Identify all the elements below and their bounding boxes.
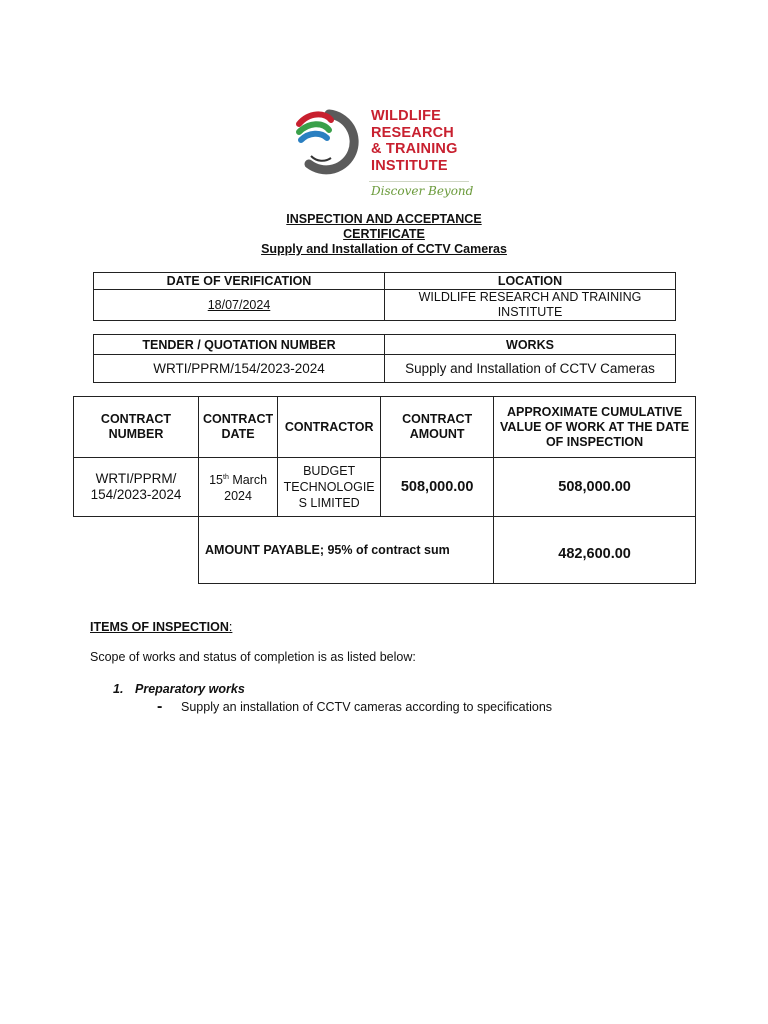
logo-tagline: Discover Beyond: [371, 184, 474, 198]
scope-statement: Scope of works and status of completion is as listed below:: [90, 650, 416, 664]
contract-date-cell: [199, 458, 278, 517]
logo-line: & TRAINING: [371, 141, 458, 157]
tender-number: WRTI/PPRM/154/2023-2024: [94, 355, 385, 383]
items-title-text: ITEMS OF INSPECTION: [90, 620, 229, 634]
contract-number-header: CONTRACT NUMBER: [74, 397, 199, 458]
logo-wordmark: [371, 108, 458, 174]
contract-amount-header: CONTRACT AMOUNT: [381, 397, 494, 458]
contract-date-day: 15: [209, 473, 223, 488]
items-title-colon: :: [228, 620, 233, 634]
document-title: INSPECTION AND ACCEPTANCE: [286, 212, 482, 226]
document-title-line2: CERTIFICATE: [343, 227, 425, 241]
amount-payable-value: 482,600.00: [494, 517, 696, 584]
item-number: 1.: [113, 682, 124, 696]
contract-amount-cell: 508,000.00: [381, 458, 494, 517]
date-of-verification-header: DATE OF VERIFICATION: [94, 273, 385, 290]
list-item: [157, 698, 552, 716]
list-item: [113, 682, 245, 696]
contractor-cell: BUDGET TECHNOLOGIE S LIMITED: [278, 458, 381, 517]
location-header: LOCATION: [385, 273, 676, 290]
works-description: Supply and Installation of CCTV Cameras: [385, 355, 676, 383]
contract-date-header: CONTRACT DATE: [199, 397, 278, 458]
logo-divider: [369, 181, 469, 182]
contract-date-suffix: th: [223, 473, 229, 481]
institute-logo: [295, 104, 475, 200]
amount-payable-label: AMOUNT PAYABLE; 95% of contract sum: [199, 517, 494, 584]
verification-location: WILDLIFE RESEARCH AND TRAINING INSTITUTE: [385, 290, 676, 321]
tender-number-header: TENDER / QUOTATION NUMBER: [94, 335, 385, 355]
tender-table: [93, 334, 676, 383]
items-of-inspection-heading: [90, 620, 232, 634]
document-subtitle: Supply and Installation of CCTV Cameras: [261, 242, 507, 256]
contract-table: [73, 396, 696, 584]
logo-line: RESEARCH: [371, 124, 454, 141]
contract-date-rest: March 2024: [224, 473, 268, 504]
item-title: Preparatory works: [135, 682, 245, 696]
logo-line: WILDLIFE: [371, 108, 442, 124]
bullet-mark: -: [157, 698, 163, 715]
cumulative-value-header: APPROXIMATE CUMULATIVE VALUE OF WORK AT THE DATE OF INSPECTION: [494, 397, 696, 458]
cumulative-value-cell: 508,000.00: [494, 458, 696, 517]
verification-table: [93, 272, 676, 321]
empty-cell: [74, 517, 199, 584]
contract-number-cell: WRTI/PPRM/ 154/2023-2024: [74, 458, 199, 517]
verification-date: 18/07/2024: [94, 290, 385, 321]
works-header: WORKS: [385, 335, 676, 355]
bullet-text: Supply an installation of CCTV cameras according to specifications: [181, 700, 553, 714]
logo-emblem-icon: [295, 106, 367, 178]
logo-line: INSTITUTE: [371, 157, 448, 174]
contractor-header: CONTRACTOR: [278, 397, 381, 458]
